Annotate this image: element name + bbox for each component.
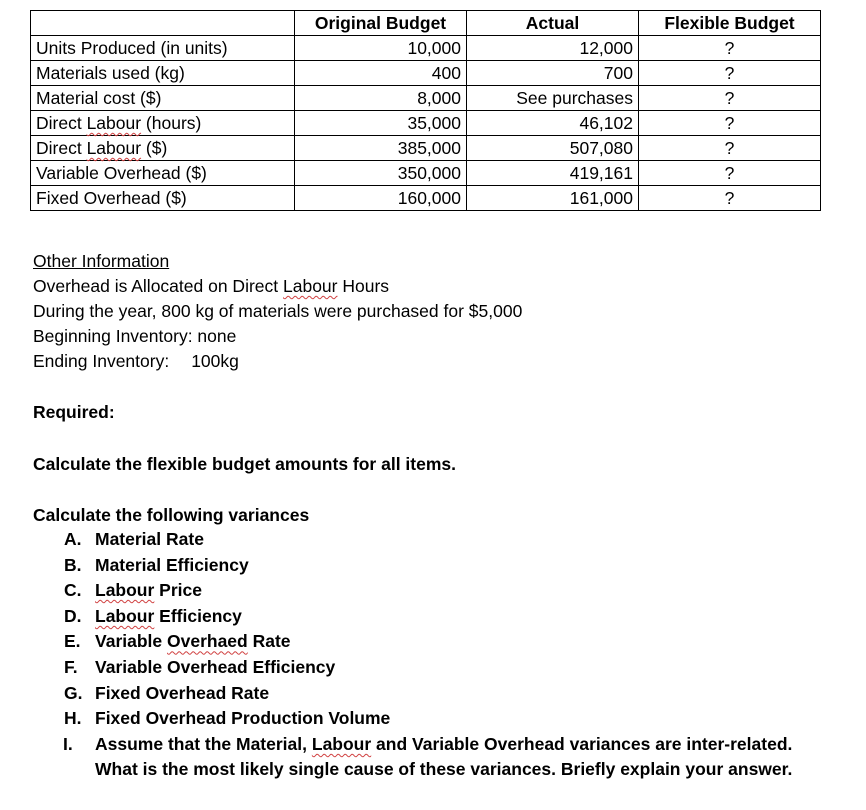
item-text-post: Rate <box>247 631 291 652</box>
list-item <box>64 706 792 732</box>
item-letter: C. <box>64 580 82 601</box>
list-item <box>64 655 792 681</box>
original-value: 35,000 <box>295 111 467 136</box>
row-label: Fixed Overhead ($) <box>31 186 295 211</box>
spellcheck-word: Overhaed <box>167 631 248 652</box>
item-text: Variable Overhead Efficiency <box>95 656 336 677</box>
table-row <box>31 136 821 161</box>
table-row <box>31 111 821 136</box>
other-information <box>33 249 522 374</box>
row-label <box>31 111 295 136</box>
item-text-post: Efficiency <box>154 605 242 626</box>
list-item <box>64 604 792 630</box>
info-line <box>33 349 522 374</box>
spellcheck-word: Labour <box>86 138 142 158</box>
item-letter: G. <box>64 682 83 703</box>
header-blank <box>31 11 295 36</box>
item-letter: F. <box>64 656 78 677</box>
variance-list <box>64 527 792 783</box>
item-text-pre: Variable <box>95 631 167 652</box>
item-letter: H. <box>64 708 82 729</box>
ending-inventory-value: 100kg <box>191 351 239 371</box>
item-text-post: and Variable Overhead variances are inter-related. <box>371 733 793 754</box>
flexible-instruction: Calculate the flexible budget amounts for all items. <box>33 454 456 474</box>
flexible-value: ? <box>639 136 821 161</box>
row-label <box>31 136 295 161</box>
list-item <box>64 527 792 553</box>
row-label: Variable Overhead ($) <box>31 161 295 186</box>
list-item <box>64 578 792 604</box>
required-heading: Required: <box>33 402 115 422</box>
item-letter: A. <box>64 529 82 549</box>
row-label: Materials used (kg) <box>31 61 295 86</box>
info-post: Hours <box>337 276 390 296</box>
table-header-row <box>31 11 821 36</box>
spellcheck-word: Labour <box>283 276 338 296</box>
info-line <box>33 274 522 299</box>
item-text-post: Price <box>154 580 202 601</box>
table-row <box>31 61 821 86</box>
actual-value: 46,102 <box>467 111 639 136</box>
actual-value: 161,000 <box>467 186 639 211</box>
item-text: Material Efficiency <box>95 554 249 575</box>
item-text-line2: What is the most likely single cause of these variances. Briefly explain your answer. <box>95 759 793 780</box>
variances-heading: Calculate the following variances <box>33 505 310 525</box>
item-text: Fixed Overhead Rate <box>95 682 270 703</box>
original-value: 8,000 <box>295 86 467 111</box>
label-post: (hours) <box>141 113 202 133</box>
info-pre: Overhead is Allocated on Direct <box>33 276 283 296</box>
actual-value: 12,000 <box>467 36 639 61</box>
item-text-pre: Assume that the Material, <box>95 733 312 754</box>
flexible-value: ? <box>639 111 821 136</box>
item-text: Material Rate <box>95 529 204 549</box>
item-letter: D. <box>64 605 82 626</box>
header-original-budget: Original Budget <box>295 11 467 36</box>
label-pre: Direct <box>36 113 87 133</box>
flexible-value: ? <box>639 86 821 111</box>
table-row <box>31 186 821 211</box>
item-letter: E. <box>64 631 81 652</box>
spellcheck-word: Labour <box>311 733 372 754</box>
info-line: During the year, 800 kg of materials were purchased for $5,000 <box>33 301 523 321</box>
actual-value: 507,080 <box>467 136 639 161</box>
ending-inventory-label: Ending Inventory: <box>33 351 170 371</box>
spellcheck-word: Labour <box>95 580 155 601</box>
spellcheck-word: Labour <box>86 113 142 133</box>
row-label: Material cost ($) <box>31 86 295 111</box>
flexible-value: ? <box>639 61 821 86</box>
item-text: Fixed Overhead Production Volume <box>95 708 391 729</box>
original-value: 385,000 <box>295 136 467 161</box>
header-actual: Actual <box>467 11 639 36</box>
label-pre: Direct <box>36 138 87 158</box>
actual-value: 700 <box>467 61 639 86</box>
item-letter: I. <box>63 733 73 754</box>
budget-table <box>30 10 821 211</box>
original-value: 350,000 <box>295 161 467 186</box>
original-value: 400 <box>295 61 467 86</box>
label-post: ($) <box>141 138 168 158</box>
spellcheck-word: Labour <box>95 605 155 626</box>
flexible-value: ? <box>639 186 821 211</box>
table-row <box>31 36 821 61</box>
list-item <box>64 681 792 707</box>
header-flexible-budget: Flexible Budget <box>639 11 821 36</box>
original-value: 10,000 <box>295 36 467 61</box>
list-item <box>64 629 792 655</box>
list-item <box>64 553 792 579</box>
flexible-value: ? <box>639 36 821 61</box>
flexible-value: ? <box>639 161 821 186</box>
item-letter: B. <box>64 554 82 575</box>
table-row <box>31 86 821 111</box>
table-row <box>31 161 821 186</box>
other-information-title: Other Information <box>33 251 170 271</box>
actual-value: See purchases <box>467 86 639 111</box>
actual-value: 419,161 <box>467 161 639 186</box>
original-value: 160,000 <box>295 186 467 211</box>
info-line: Beginning Inventory: none <box>33 326 237 346</box>
row-label: Units Produced (in units) <box>31 36 295 61</box>
list-item <box>64 732 792 783</box>
